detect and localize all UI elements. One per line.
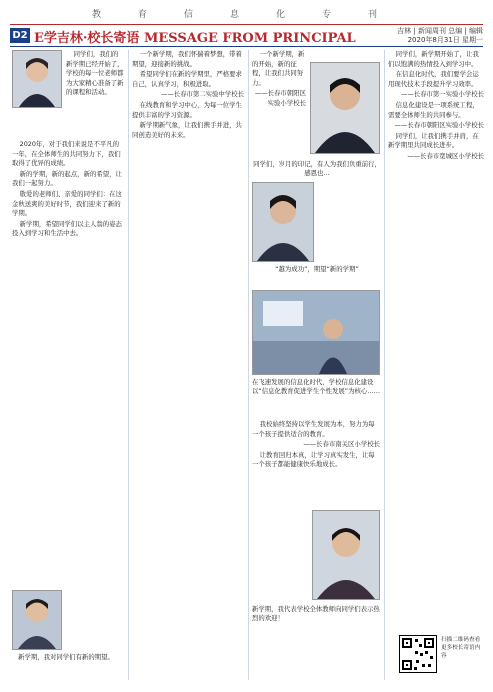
banner-char: 专 bbox=[322, 10, 332, 20]
banner-char: 教 bbox=[92, 10, 102, 20]
signature: ——长春市第二实验中学校长 bbox=[160, 90, 244, 99]
school-photo bbox=[252, 290, 380, 375]
article-column bbox=[388, 50, 484, 630]
qr-code[interactable] bbox=[399, 635, 437, 673]
paragraph: 敬爱的老师们、亲爱的同学们：在这金秋送爽的美好时节，我们迎来了新的学期。 bbox=[12, 189, 122, 218]
section-tag: D2 bbox=[10, 28, 30, 43]
publication-date: 2020年8月31日 星期一 bbox=[407, 36, 483, 44]
photo-caption: 新学期，我对同学们有新的期望。 bbox=[18, 653, 114, 661]
signature: ——长春市南关区小学校长 bbox=[303, 440, 380, 449]
photo-caption: “越为成功”，期望“新的学期” bbox=[275, 265, 359, 273]
article-column bbox=[66, 50, 124, 140]
classroom-image bbox=[253, 291, 379, 374]
paragraph: 在线教育和学习中心，为每一位学生提供丰富的学习资源。 bbox=[132, 100, 242, 119]
column-rule bbox=[248, 50, 249, 680]
top-banner bbox=[0, 0, 493, 24]
signature: ——长春市第一实验小学校长 bbox=[400, 90, 484, 99]
section-divider bbox=[10, 46, 483, 47]
principal-photo bbox=[12, 590, 62, 650]
portrait-image bbox=[311, 63, 379, 153]
signature: ——长春市朝阳区实验小学校长 bbox=[394, 121, 484, 130]
photo-caption: 在飞速发展的信息化时代，学校信息化建设以“信息化教育促进学生个性发展”为核心…… bbox=[252, 378, 381, 395]
principal-photo bbox=[312, 510, 380, 600]
section-title: E学吉林·校长寄语 MESSAGE FROM PRINCIPAL bbox=[34, 31, 356, 46]
principal-photo bbox=[252, 182, 314, 262]
paragraph: 一个新学期，新的开始，新的征程，让我们共同努力。 bbox=[252, 50, 305, 87]
portrait-image bbox=[13, 51, 61, 107]
paragraph: 2020年，对于我们来说是不平凡的一年，在全体师生的共同努力下，我们取得了优异的成绩。 bbox=[12, 140, 121, 168]
paragraph: 新的学期，新的起点，新的希望，让我们一起努力。 bbox=[12, 169, 122, 188]
portrait-image bbox=[253, 183, 313, 261]
header-divider bbox=[10, 24, 483, 25]
paragraph: 同学们，让我们携手并肩，在新学期里共同成长进步。 bbox=[388, 131, 479, 150]
banner-char: 刊 bbox=[368, 10, 378, 20]
signature: ——长春市朝阳区实验小学校长 bbox=[254, 89, 306, 107]
banner-char: 息 bbox=[230, 10, 240, 20]
paragraph: 希望同学们在新的学期里，严格要求自己，认真学习，积极进取。 bbox=[132, 70, 242, 88]
paragraph: 信息化建设是一项系统工程，需要全体师生的共同参与。 bbox=[388, 100, 479, 119]
banner-char: 信 bbox=[184, 10, 194, 20]
photo-caption: 同学们，岁月的印记，有人为我们负重前行，感恩也… bbox=[253, 160, 381, 177]
paragraph: 让教育回归本真，让学习真实发生，让每一个孩子都能健康快乐地成长。 bbox=[252, 450, 375, 469]
paragraph: 在信息化时代，我们要学会运用现代技术手段提升学习效率。 bbox=[388, 70, 479, 88]
principal-photo bbox=[12, 50, 62, 108]
publication-line: 吉林 | 新闻周刊 总编 | 编辑 bbox=[397, 27, 483, 35]
photo-caption: 新学期，我代表学校全体教师向同学们表示热烈的欢迎！ bbox=[252, 605, 380, 622]
qr-note: 扫描二维码查看更多校长寄语内容 bbox=[441, 637, 481, 659]
paragraph: 新学期，希望同学们以主人翁的姿态投入到学习和生活中去。 bbox=[12, 219, 122, 238]
column-rule bbox=[384, 50, 385, 680]
portrait-image bbox=[13, 591, 61, 649]
principal-photo bbox=[310, 62, 380, 154]
publication-info bbox=[397, 27, 483, 45]
column-rule bbox=[128, 50, 129, 680]
banner-char: 育 bbox=[138, 10, 148, 20]
article-column bbox=[12, 140, 124, 490]
signature: ——长春市宽城区小学校长 bbox=[407, 151, 484, 160]
banner-char: 化 bbox=[276, 10, 286, 20]
section-bar bbox=[10, 27, 483, 45]
paragraph: 同学们，新学期开始了，让我们以饱满的热情投入到学习中。 bbox=[388, 50, 479, 68]
paragraph: 新学期新气象，让我们携手并进，共同创造美好的未来。 bbox=[132, 121, 242, 139]
qr-code-icon bbox=[400, 636, 436, 672]
paragraph: 同学们，我们的新学期已经开始了，学校的每一位老师都为大家精心准备了新的课程和活动。 bbox=[66, 50, 124, 97]
portrait-image bbox=[313, 511, 379, 599]
paragraph: 我校始终坚持以学生发展为本，努力为每一个孩子提供适合的教育。 bbox=[252, 420, 375, 438]
article-column bbox=[132, 50, 244, 680]
paragraph: 一个新学期，我们怀揣着梦想，带着期望，迎接新的挑战。 bbox=[132, 50, 242, 68]
article-column bbox=[252, 50, 306, 150]
